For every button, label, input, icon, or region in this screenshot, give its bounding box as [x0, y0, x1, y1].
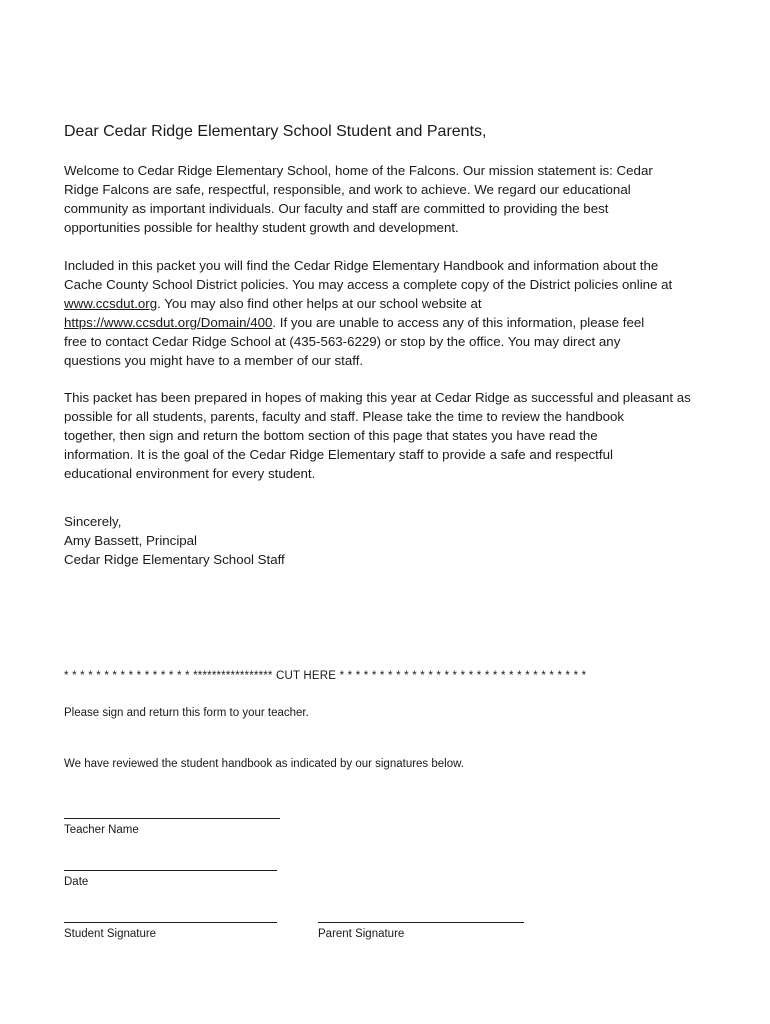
- paragraph-line: educational environment for every student.: [64, 466, 316, 481]
- paragraph-line: questions you might have to a member of our staff.: [64, 353, 364, 368]
- date-field[interactable]: [64, 870, 277, 871]
- paragraph-text: . You may also find other helps at our school website at: [157, 296, 482, 311]
- welcome-paragraph: [64, 161, 714, 237]
- paragraph-line: [64, 313, 714, 332]
- paragraph-line: Included in this packet you will find the Cedar Ridge Elementary Handbook and information about the: [64, 258, 659, 273]
- parent-signature-label: Parent Signature: [318, 928, 405, 940]
- packet-info-paragraph: [64, 256, 714, 370]
- teacher-name-label: Teacher Name: [64, 824, 139, 836]
- cut-here-divider: * * * * * * * * * * * * * * * * ***************** CUT HERE * * * * * * * * * * * * * * * * * * * * * * * * * * * * * * *: [64, 670, 587, 682]
- teacher-name-field[interactable]: [64, 818, 280, 819]
- paragraph-line: [64, 294, 714, 313]
- district-website-link[interactable]: www.ccsdut.org: [64, 296, 158, 311]
- school-website-link[interactable]: https://www.ccsdut.org/Domain/400: [64, 315, 273, 330]
- paragraph-line: This packet has been prepared in hopes of making this year at Cedar Ridge as successful and pleasant as: [64, 390, 691, 405]
- date-label: Date: [64, 876, 89, 888]
- letter-greeting: Dear Cedar Ridge Elementary School Student and Parents,: [64, 123, 487, 140]
- student-signature-label: Student Signature: [64, 928, 157, 940]
- paragraph-line: free to contact Cedar Ridge School at (435-563-6229) or stop by the office. You may direct any: [64, 334, 621, 349]
- paragraph-text: . If you are unable to access any of this information, please feel: [272, 315, 645, 330]
- purpose-paragraph: [64, 388, 714, 483]
- paragraph-line: Cache County School District policies. You may access a complete copy of the District policies online at: [64, 277, 673, 292]
- signer-name: Amy Bassett, Principal: [64, 533, 198, 548]
- form-statement: We have reviewed the student handbook as indicated by our signatures below.: [64, 758, 464, 770]
- paragraph-line: possible for all students, parents, faculty and staff. Please take the time to review the handbook: [64, 409, 625, 424]
- parent-signature-field[interactable]: [318, 922, 524, 923]
- paragraph-line: together, then sign and return the bottom section of this page that states you have read the: [64, 428, 598, 443]
- signer-organization: Cedar Ridge Elementary School Staff: [64, 552, 285, 567]
- paragraph-line: community as important individuals. Our faculty and staff are committed to providing the best: [64, 201, 609, 216]
- form-instruction: Please sign and return this form to your teacher.: [64, 707, 309, 719]
- paragraph-line: Welcome to Cedar Ridge Elementary School, home of the Falcons. Our mission statement is: Cedar: [64, 163, 653, 178]
- paragraph-line: Ridge Falcons are safe, respectful, responsible, and work to achieve. We regard our educational: [64, 182, 631, 197]
- student-signature-field[interactable]: [64, 922, 277, 923]
- valediction: Sincerely,: [64, 514, 122, 529]
- paragraph-line: opportunities possible for healthy student growth and development.: [64, 220, 459, 235]
- paragraph-line: information. It is the goal of the Cedar Ridge Elementary staff to provide a safe and respectful: [64, 447, 613, 462]
- letter-closing: [64, 512, 714, 569]
